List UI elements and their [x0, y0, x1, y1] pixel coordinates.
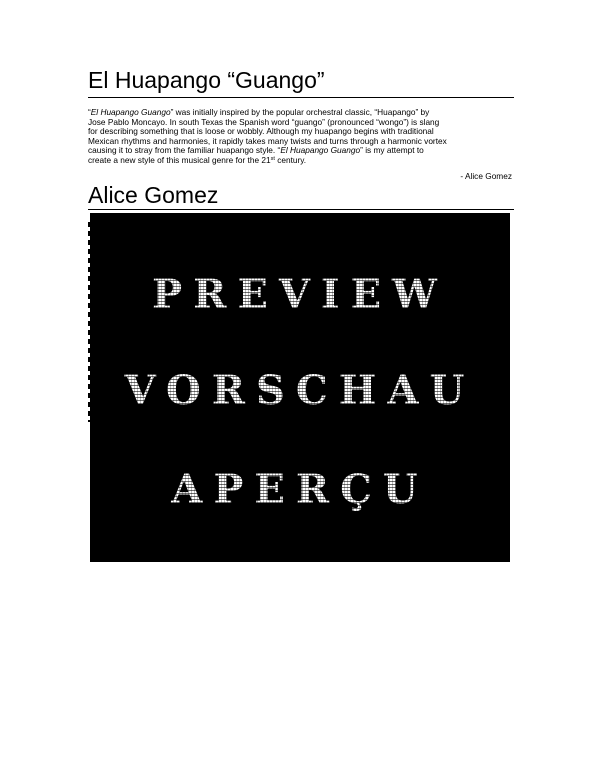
- watermark-apercu: APERÇU: [90, 468, 510, 512]
- composer-divider: [88, 209, 514, 210]
- program-notes-line: “El Huapango Guango” was initially inspired by the popular orchestral classic, “Huapango” by: [88, 107, 430, 117]
- program-notes-line: create a new style of this musical genre for the 21st century.: [88, 154, 307, 165]
- program-notes-line: Jose Pablo Moncayo. In south Texas the Spanish word “guango” (pronounced “wongo”) is slang: [88, 116, 440, 127]
- watermark-vorschau: VORSCHAU: [90, 369, 510, 413]
- program-notes: [88, 108, 514, 166]
- program-notes-line: Mexican rhythms and harmonies, it rapidly takes many twists and turns through a harmonic vortex: [88, 135, 447, 146]
- watermark-preview: PREVIEW: [90, 273, 510, 317]
- title-divider: [88, 97, 514, 98]
- program-notes-line: causing it to stray from the familiar huapango style. “El Huapango Guango” is my attempt to: [88, 145, 424, 156]
- program-notes-line: for describing something that is loose or wobbly. Although my huapango begins with traditional: [88, 126, 434, 137]
- piece-title: El Huapango “Guango”: [88, 67, 325, 93]
- signature: - Alice Gomez: [460, 171, 512, 181]
- composer-name: Alice Gomez: [88, 182, 219, 208]
